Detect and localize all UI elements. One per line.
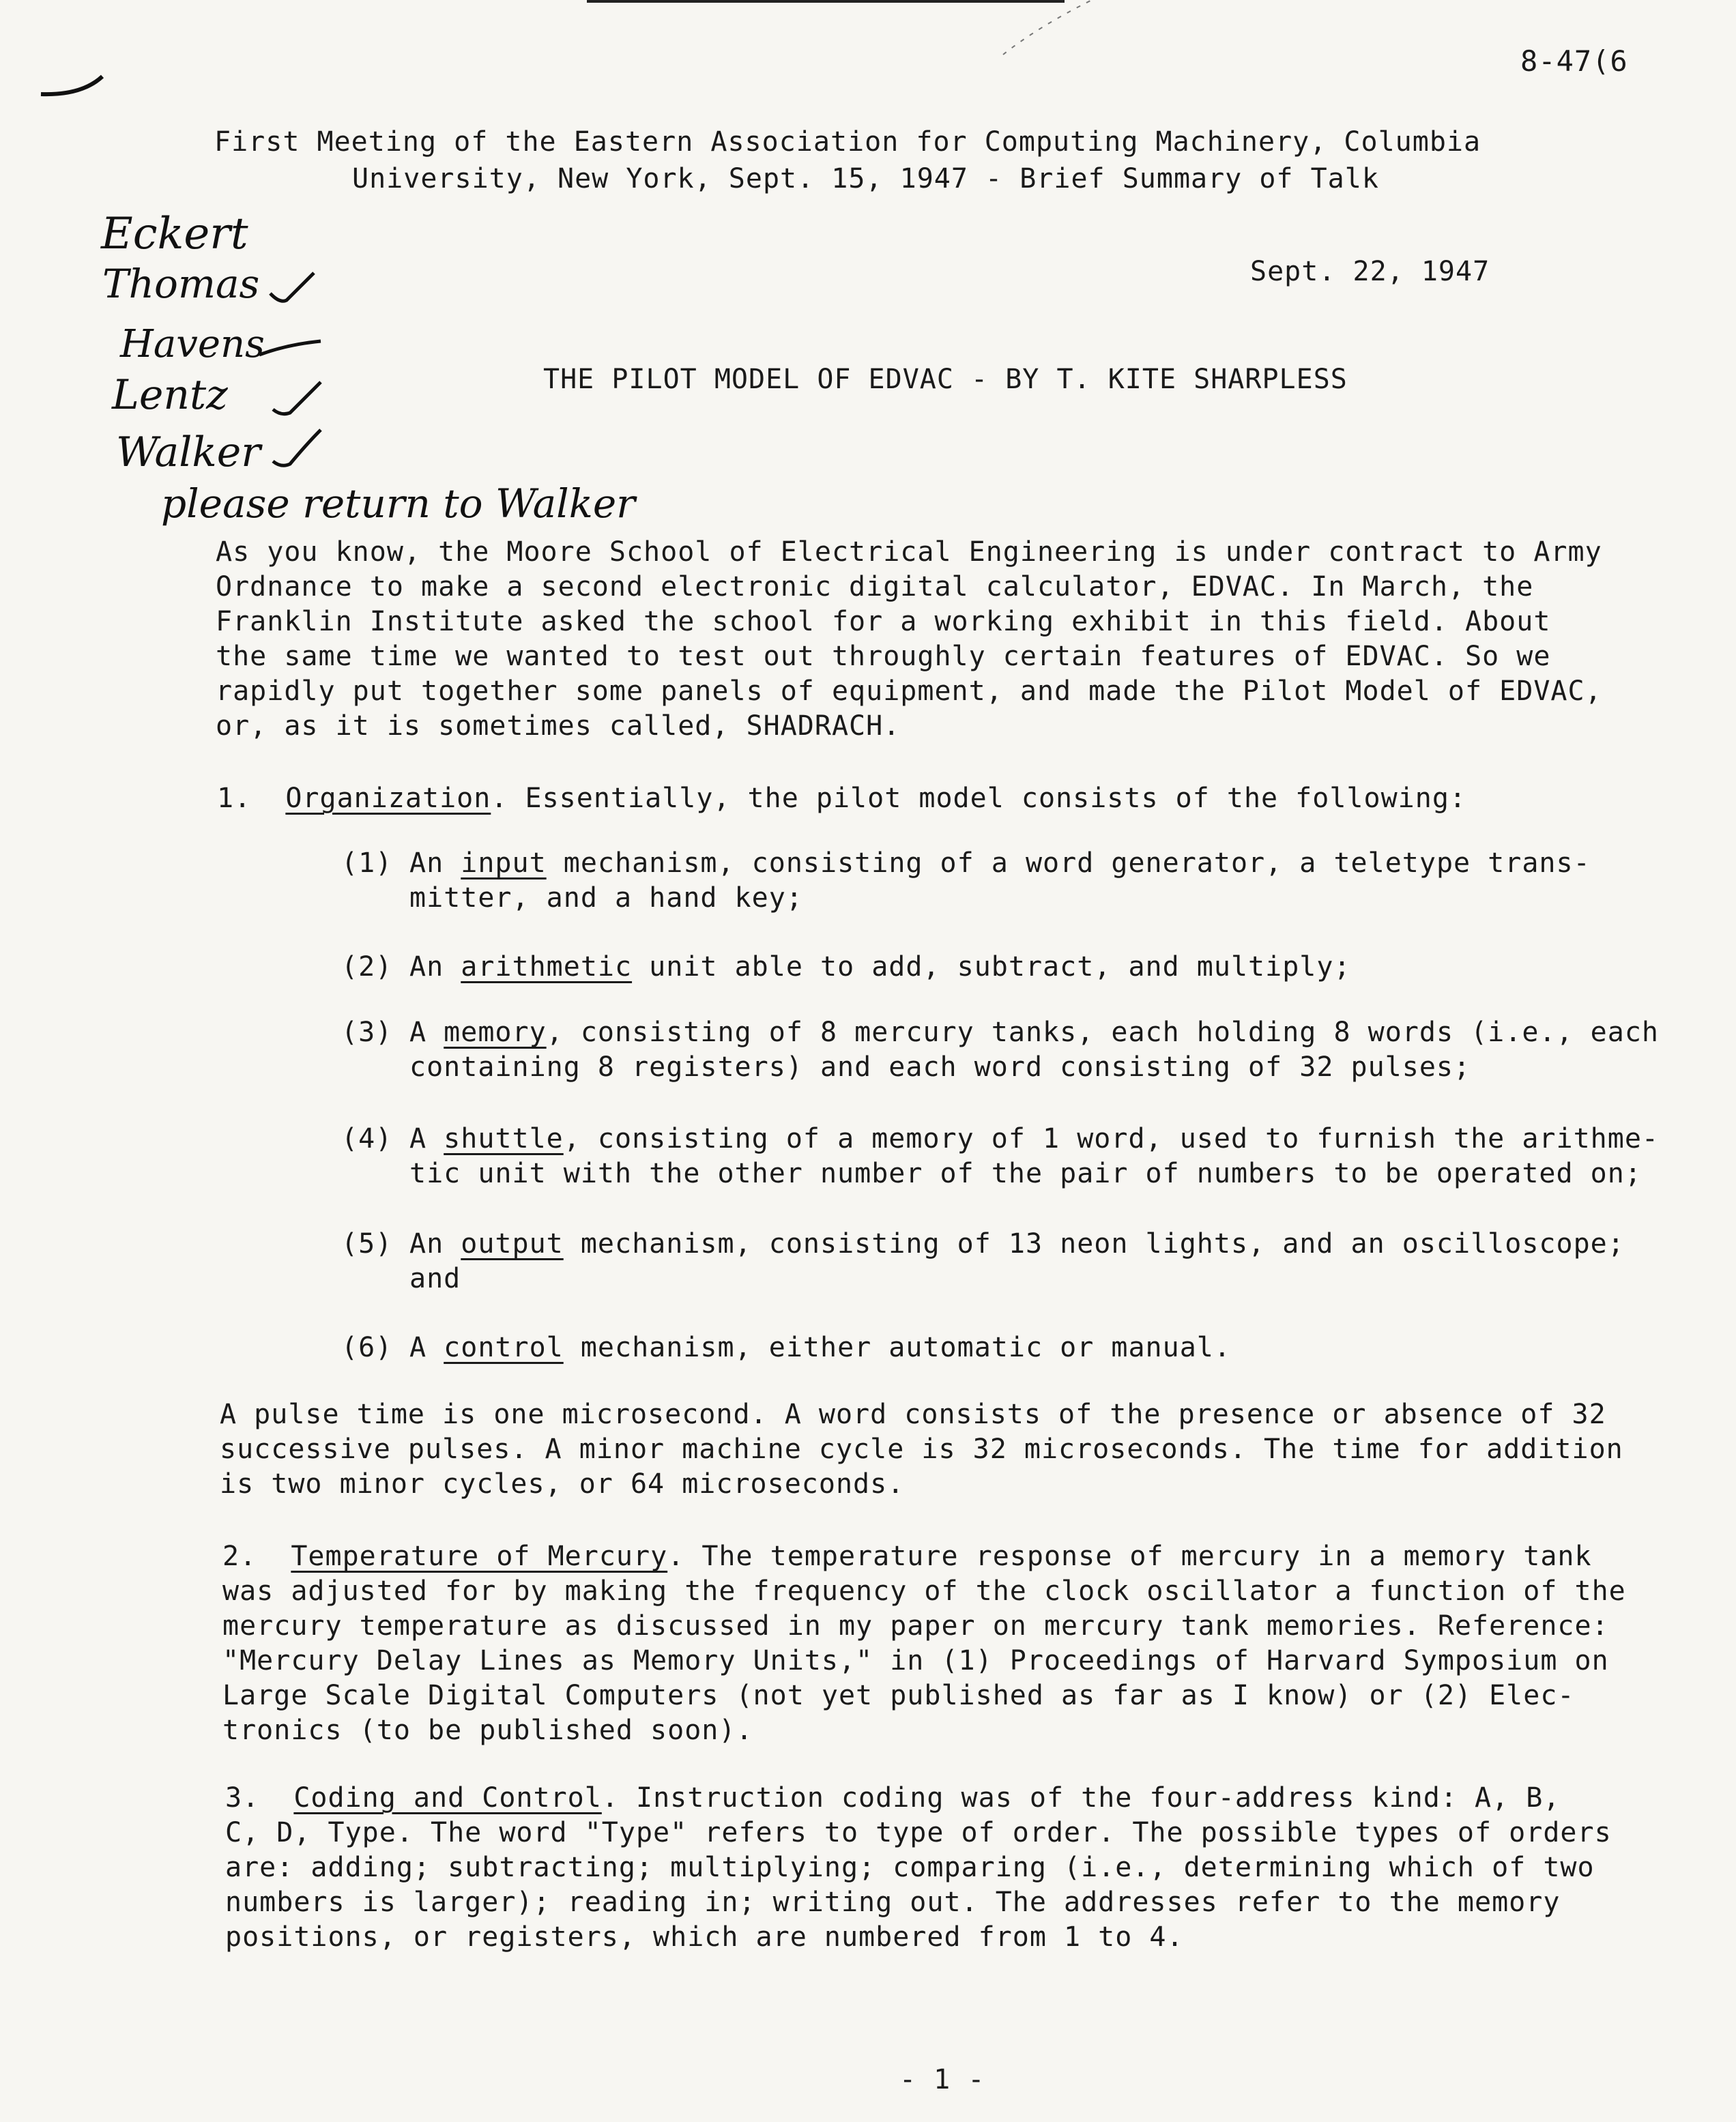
check-mark-icon [273, 430, 321, 465]
list-item: (6) A control mechanism, either automatic or manual. [341, 1332, 1231, 1363]
section-lead-text: . Essentially, the pilot model consists of the following: [491, 783, 1467, 814]
section-number: 1. [217, 783, 252, 814]
handwritten-checkmarks [0, 0, 1736, 614]
section-title: Temperature of Mercury [291, 1541, 668, 1572]
section-title: Coding and Control [293, 1782, 602, 1814]
section-2-heading-line: 2. Temperature of Mercury. The temperature response of mercury in a memory tank [222, 1541, 1592, 1572]
section-3-heading-line: 3. Coding and Control. Instruction coding was of the four-address kind: A, B, [225, 1782, 1561, 1814]
handwritten-name-2: Thomas [102, 261, 260, 307]
header-line-1: First Meeting of the Eastern Association for Computing Machinery, Columbia [214, 126, 1481, 158]
list-item: (1) An input mechanism, consisting of a word generator, a teletype trans- mitter, and a hand key; [341, 847, 1591, 914]
check-mark-icon [259, 341, 321, 355]
intro-line: the same time we wanted to test out throughly certain features of EDVAC. So we [216, 641, 1551, 672]
list-item: (2) An arithmetic unit able to add, subtract, and multiply; [341, 951, 1351, 983]
handwritten-name-1: Eckert [101, 209, 248, 259]
section-title: Organization [285, 783, 491, 814]
intro-line: Franklin Institute asked the school for a working exhibit in this field. About [216, 606, 1551, 637]
check-mark-icon [270, 273, 314, 301]
document-date: Sept. 22, 1947 [1250, 256, 1490, 287]
document-title: THE PILOT MODEL OF EDVAC - BY T. KITE SHARPLESS [543, 364, 1348, 395]
corner-check-mark-icon [41, 76, 102, 94]
handwritten-name-5: Walker [116, 428, 261, 476]
header-line-2: University, New York, Sept. 15, 1947 - Brief Summary of Talk [352, 163, 1379, 194]
intro-line: or, as it is sometimes called, SHADRACH. [216, 710, 901, 742]
section-3: 3. Coding and Control. Instruction coding was of the four-address kind: A, B, C, D, Type. The word "Type" refers to type of order. The possible types of orders are: adding; subtracting; multiplying; comparing (i.e., determining which of two numbers is larger); reading in; writing out. The addresses refer to the memory positions, or registers, which are numbered from 1 to 4. [225, 1782, 1612, 1953]
intro-paragraph [216, 535, 1602, 744]
section-1-heading [217, 781, 1466, 816]
intro-line: rapidly put together some panels of equipment, and made the Pilot Model of EDVAC, [216, 675, 1602, 707]
faint-stray-mark [1003, 0, 1092, 55]
handwritten-note: please return to Walker [161, 480, 635, 527]
list-item: (5) An output mechanism, consisting of 13 neon lights, and an oscilloscope; and [341, 1228, 1625, 1294]
handwritten-name-4: Lentz [112, 371, 228, 419]
handwritten-name-3: Havens [120, 322, 265, 366]
intro-line: As you know, the Moore School of Electrical Engineering is under contract to Army [216, 536, 1602, 568]
intro-line: Ordnance to make a second electronic digital calculator, EDVAC. In March, the [216, 571, 1534, 602]
list-item: (3) A memory, consisting of 8 mercury tanks, each holding 8 words (i.e., each containing 8 registers) and each word consisting of 32 pulses; [341, 1017, 1660, 1083]
check-mark-icon [273, 382, 321, 414]
section-2: 2. Temperature of Mercury. The temperature response of mercury in a memory tank was adjusted for by making the frequency of the clock oscillator a function of the mercury temperature as discussed in my paper on mercury tank memories. Reference: "Mercury Delay Lines as Memory Units," in (1) Proceedings of Harvard Symposium on Large Scale Digital Computers (not yet published as far as I know) or (2) Elec- tronics (to be published soon). [222, 1541, 1626, 1746]
pulse-paragraph: A pulse time is one microsecond. A word consists of the presence or absence of 32 successive pulses. A minor machine cycle is 32 microseconds. The time for addition is two minor cycles, or 64 microseconds. [220, 1399, 1623, 1500]
document-number: 8-47(6 [1520, 44, 1628, 78]
page-number: - 1 - [899, 2064, 985, 2095]
list-item: (4) A shuttle, consisting of a memory of 1 word, used to furnish the arithme- tic unit with the other number of the pair of numbers to be operated on; [341, 1123, 1659, 1189]
